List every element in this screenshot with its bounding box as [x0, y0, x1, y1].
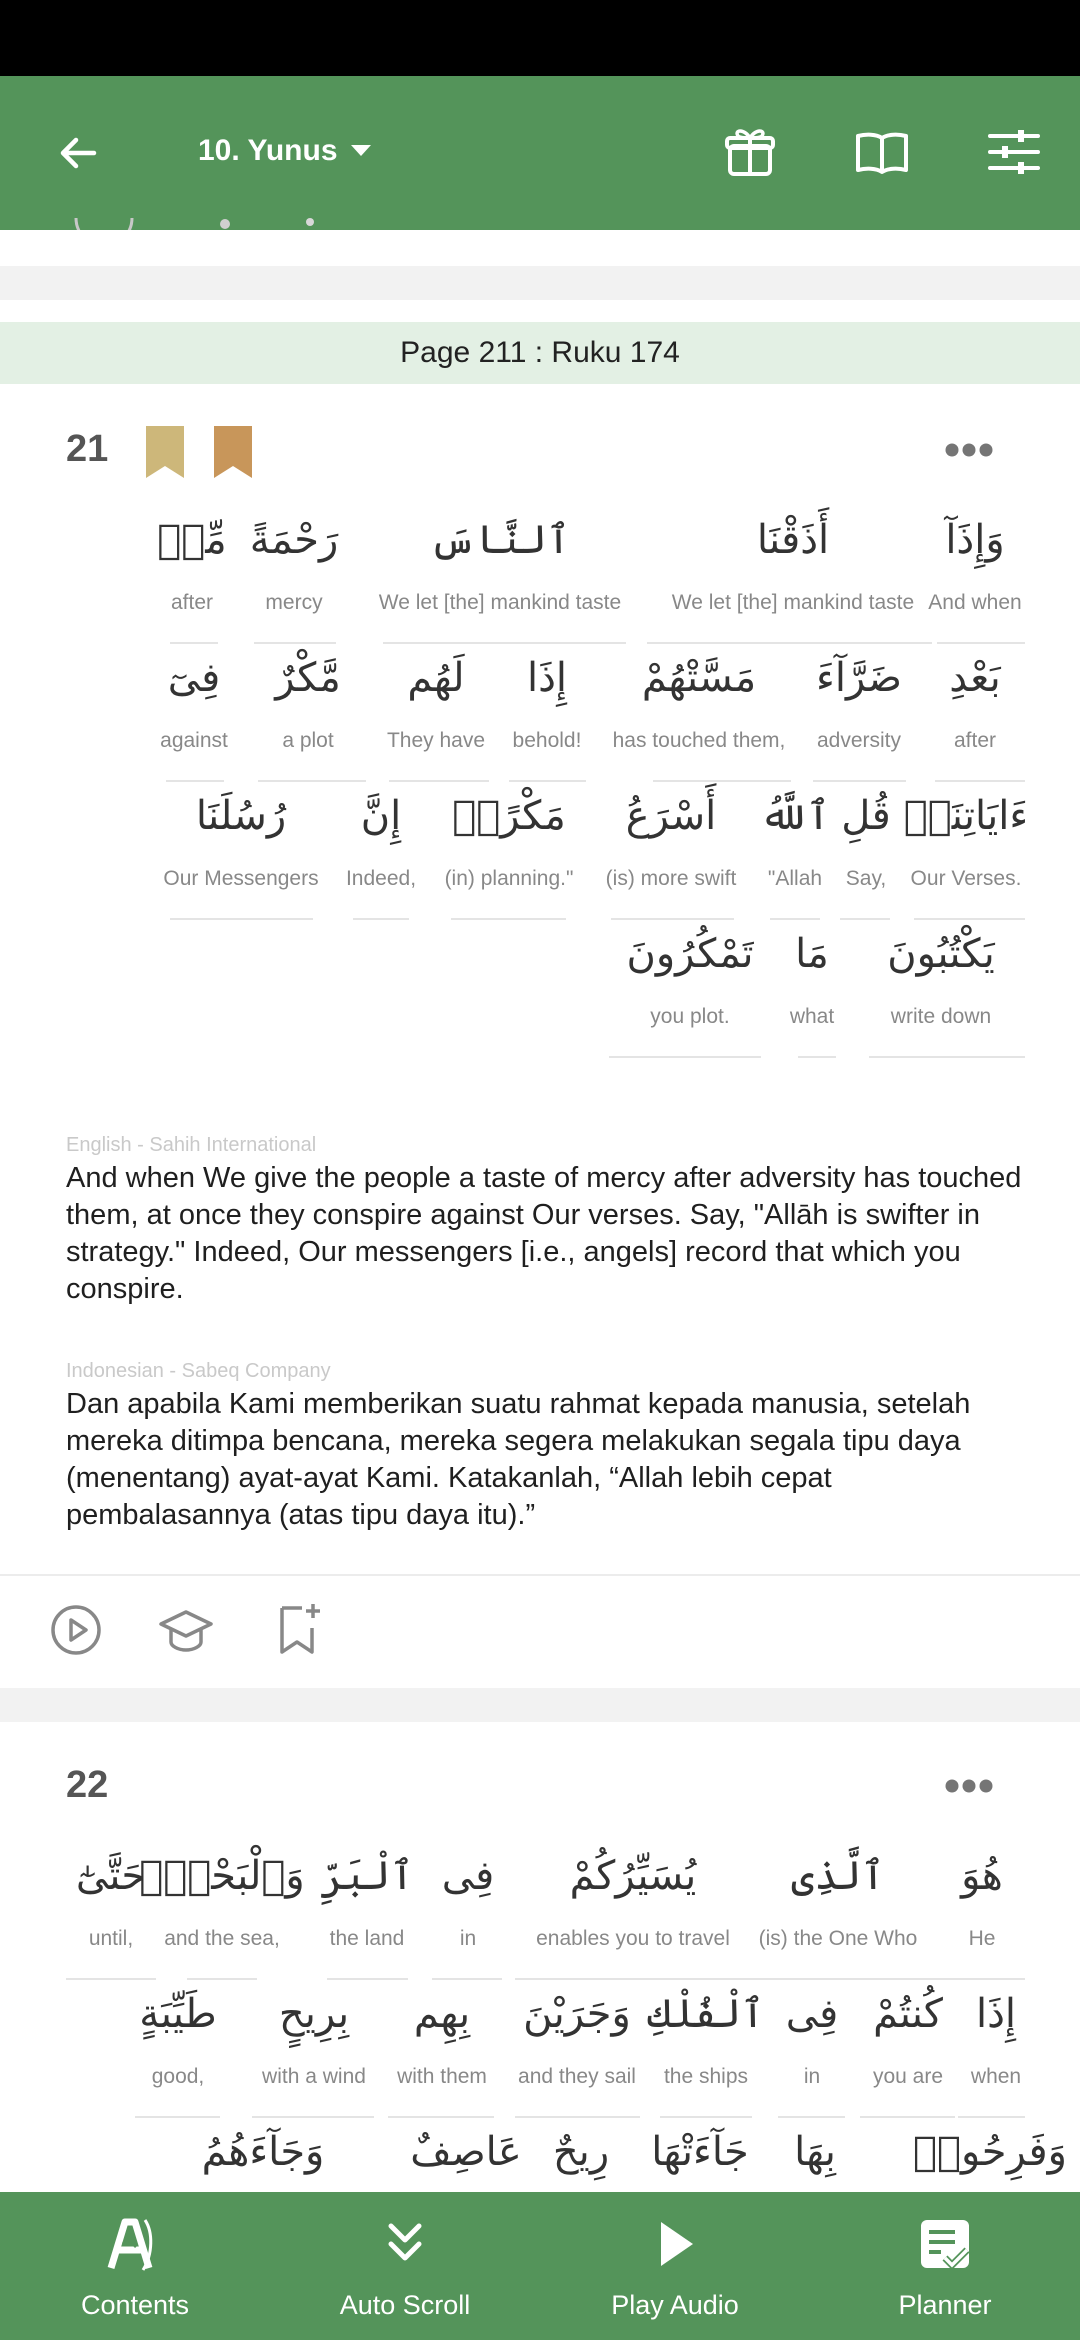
nav-planner[interactable] — [810, 2192, 1080, 2340]
word-underline — [66, 1978, 156, 1980]
word-translation: We let [the] mankind taste — [671, 591, 915, 614]
word-item[interactable] — [606, 786, 737, 892]
arabic-word: يَكْتُبُونَ — [887, 931, 995, 977]
book-icon[interactable] — [852, 122, 912, 182]
arabic-word: إِنَّ — [360, 793, 402, 839]
more-options-icon[interactable] — [944, 442, 994, 458]
arabic-word: وَإِذَآ — [945, 517, 1005, 563]
word-underline — [383, 642, 626, 644]
word-translation: you are — [872, 2065, 944, 2088]
arabic-word: ٱلْفُلْكِ — [647, 1991, 765, 2037]
word-item[interactable] — [786, 1984, 838, 2090]
word-translation: behold! — [512, 729, 582, 752]
word-item[interactable] — [139, 1846, 304, 1952]
word-translation: and the sea, — [164, 1927, 280, 1950]
word-underline — [611, 918, 734, 920]
arabic-word: وَجَآءَهُمُ — [201, 2129, 325, 2175]
word-translation: Say, — [845, 867, 887, 890]
word-translation: (is) the One Who — [758, 1927, 918, 1950]
arabic-word: كُنتُمْ — [873, 1991, 943, 2037]
word-underline — [935, 780, 1025, 782]
arabic-word: طَيِّبَةٍ — [139, 1991, 217, 2037]
add-bookmark-icon[interactable] — [270, 1602, 326, 1658]
arabic-word: إِذَا — [526, 655, 568, 701]
word-underline — [327, 1978, 408, 1980]
arabic-word: وَٱلْبَحْرِۖ — [139, 1853, 305, 1899]
word-item[interactable] — [202, 2122, 325, 2182]
nav-auto-scroll[interactable] — [270, 2192, 540, 2340]
word-item[interactable] — [518, 1984, 636, 2090]
word-translation: They have — [386, 729, 486, 752]
arabic-word: أَسْرَعُ — [625, 793, 717, 839]
word-item[interactable] — [841, 786, 890, 892]
word-translation: with a wind — [262, 2065, 366, 2088]
arabic-word: فِىٓ — [167, 655, 221, 701]
arabic-word: يُسَيِّرُكُمْ — [569, 1853, 697, 1899]
word-translation: the ships — [663, 2065, 749, 2088]
word-item[interactable] — [651, 2122, 748, 2182]
word-item[interactable] — [536, 1846, 730, 1952]
surah-selector[interactable] — [198, 134, 372, 168]
word-translation: what — [789, 1005, 835, 1028]
word-translation: the land — [329, 1927, 405, 1950]
word-translation: (is) more swift — [605, 867, 737, 890]
word-underline — [647, 642, 932, 644]
word-underline — [860, 2116, 955, 2118]
translation-english: And when We give the people a taste of mercy after adversity has touched them, at once they conspire against Our verses. Say, "Allāh is swifter in strategy." Indeed, Our messengers [i.e., angels] record that which you conspire. — [66, 1162, 1022, 1305]
contents-icon — [105, 2214, 165, 2274]
word-underline — [509, 780, 586, 782]
word-item[interactable] — [626, 924, 753, 1030]
word-translation: write down — [890, 1005, 992, 1028]
word-item[interactable] — [397, 1984, 487, 2090]
verse-number: 21 — [66, 428, 109, 470]
bookmark-icon[interactable] — [214, 426, 252, 478]
arabic-word: بِرِيحٍ — [278, 1991, 350, 2037]
arabic-word: بِهِم — [413, 1991, 471, 2037]
word-item[interactable] — [672, 510, 914, 616]
verse-number: 22 — [66, 1764, 109, 1806]
word-underline — [187, 1978, 257, 1980]
word-translation: in — [803, 2065, 821, 2088]
arabic-word: ٱلنَّاسَ — [429, 517, 571, 563]
word-underline — [660, 2116, 752, 2118]
word-underline — [388, 2116, 494, 2118]
arabic-word: لَهُم — [407, 655, 465, 701]
word-item[interactable] — [928, 510, 1021, 616]
section-divider — [0, 1688, 1080, 1722]
arabic-word: عَاصِفٌ — [410, 2129, 522, 2175]
settings-sliders-icon[interactable] — [984, 122, 1044, 182]
word-translation: with them — [397, 2065, 487, 2088]
word-underline — [653, 780, 791, 782]
word-item[interactable] — [320, 1846, 414, 1952]
page-ruku-banner: Page 211 : Ruku 174 — [0, 322, 1080, 384]
divider — [0, 1574, 1080, 1576]
word-underline — [840, 918, 890, 920]
play-icon — [645, 2214, 705, 2274]
word-underline — [914, 918, 1025, 920]
learn-mode-icon[interactable] — [158, 1602, 214, 1658]
word-underline — [166, 780, 224, 782]
word-underline — [609, 1056, 761, 1058]
bookmark-icon[interactable] — [146, 426, 184, 478]
nav-label: Planner — [898, 2290, 992, 2320]
arabic-word: هُوَ — [961, 1853, 1003, 1899]
word-translation: after — [170, 591, 214, 614]
word-underline — [432, 1978, 502, 1980]
word-item[interactable] — [346, 786, 416, 892]
word-underline — [958, 2116, 1025, 2118]
arabic-word: بَعْدِ — [949, 655, 1001, 701]
more-options-icon[interactable] — [944, 1778, 994, 1794]
nav-contents[interactable] — [0, 2192, 270, 2340]
word-item[interactable] — [442, 1846, 494, 1952]
word-item[interactable] — [379, 510, 621, 616]
word-item[interactable] — [759, 1846, 918, 1952]
word-item[interactable] — [873, 1984, 943, 2090]
word-item[interactable] — [160, 648, 228, 754]
arabic-word: مَسَّتْهُمْ — [641, 655, 757, 701]
arabic-word: ٱللَّهُ — [759, 793, 831, 839]
arabic-word: قُلِ — [841, 793, 891, 839]
surah-title: 10. Yunus — [198, 134, 338, 167]
word-translation: after — [953, 729, 997, 752]
translation-source-label: Indonesian - Sabeq Company — [66, 1360, 331, 1382]
arabic-word: وَجَرَيْنَ — [523, 1991, 631, 2037]
word-item[interactable] — [647, 1984, 764, 2090]
word-underline — [170, 642, 218, 644]
nav-play-audio[interactable] — [540, 2192, 810, 2340]
word-underline — [515, 1978, 750, 1980]
word-underline — [813, 780, 906, 782]
arabic-word: مَا — [795, 931, 829, 977]
word-underline — [451, 918, 566, 920]
arabic-word: وَفَرِحُوا۟ — [913, 2129, 1067, 2175]
word-underline — [937, 642, 1025, 644]
word-underline — [778, 2116, 845, 2118]
arabic-word: مَّكْرٌ — [275, 655, 341, 701]
arabic-word: ٱلَّذِى — [791, 1853, 885, 1899]
arabic-word: رَحْمَةً — [249, 517, 339, 563]
nav-label: Play Audio — [611, 2290, 739, 2320]
arabic-word: مِّنۢ — [157, 517, 227, 563]
word-item[interactable] — [157, 510, 226, 616]
word-item[interactable] — [904, 786, 1028, 892]
arabic-word: ءَايَاتِنَاۚ — [903, 793, 1029, 839]
gift-icon[interactable] — [720, 122, 780, 182]
word-underline — [389, 780, 489, 782]
word-item[interactable] — [163, 786, 318, 892]
word-item[interactable] — [139, 1984, 216, 2090]
section-divider — [0, 266, 1080, 300]
nav-label: Auto Scroll — [339, 2290, 471, 2320]
arabic-word: حَتَّىٰٓ — [75, 1853, 147, 1899]
word-item[interactable] — [760, 786, 830, 892]
status-bar — [0, 0, 1080, 76]
word-translation: And when — [928, 591, 1022, 614]
word-underline — [258, 780, 366, 782]
back-arrow-icon[interactable] — [52, 126, 106, 180]
word-item[interactable] — [949, 648, 1000, 754]
planner-icon — [915, 2214, 975, 2274]
word-translation: mercy — [265, 591, 323, 614]
word-translation: has touched them, — [612, 729, 786, 752]
arabic-word: بِهَا — [794, 2129, 836, 2175]
word-translation: Our Messengers — [163, 867, 319, 890]
word-item[interactable] — [76, 1846, 146, 1952]
word-item[interactable] — [387, 648, 485, 754]
word-item[interactable] — [794, 2122, 836, 2182]
word-translation: enables you to travel — [536, 1927, 730, 1950]
arabic-word: رِيحٌ — [552, 2129, 610, 2175]
word-translation: against — [160, 729, 228, 752]
word-translation: "Allah — [767, 867, 823, 890]
word-item[interactable] — [913, 2122, 1067, 2182]
arabic-word: مَكْرًاۚ — [452, 793, 566, 839]
word-underline — [869, 1056, 1025, 1058]
word-item[interactable] — [790, 924, 834, 1030]
word-translation: We let [the] mankind taste — [378, 591, 622, 614]
play-verse-icon[interactable] — [48, 1602, 104, 1658]
word-item[interactable] — [971, 1984, 1021, 2090]
word-underline — [135, 2116, 220, 2118]
word-item[interactable] — [250, 510, 339, 616]
arabic-word: رُسُلَنَا — [195, 793, 287, 839]
word-underline — [798, 1056, 836, 1058]
partial-actions-row — [40, 218, 440, 230]
arabic-word: ضَرَّآءَ — [816, 655, 902, 701]
app-bar — [0, 76, 1080, 230]
word-item[interactable] — [513, 648, 582, 754]
word-item[interactable] — [613, 648, 786, 754]
word-translation: a plot — [282, 729, 334, 752]
word-item[interactable] — [275, 648, 341, 754]
word-underline — [353, 918, 409, 920]
word-translation: (in) planning." — [444, 867, 574, 890]
translation-source-label: English - Sahih International — [66, 1134, 317, 1156]
word-translation: you plot. — [650, 1005, 730, 1028]
word-translation: until, — [88, 1927, 134, 1950]
chevron-down-icon — [350, 144, 372, 158]
translation-indonesian: Dan apabila Kami memberikan suatu rahmat kepada manusia, setelah mereka ditimpa bencana, mereka segera melakukan segala tipu daya (menentang) ayat-ayat Kami. Katakanlah, “Allah lebih cepat pembalasannya (atas tipu daya itu).” — [66, 1388, 971, 1531]
arabic-word: جَآءَتْهَا — [651, 2129, 749, 2175]
arabic-word: تَمْكُرُونَ — [626, 931, 754, 977]
arabic-word: فِى — [785, 1991, 839, 2037]
word-translation: Our Verses. — [910, 867, 1022, 890]
word-underline — [170, 918, 313, 920]
arabic-word: إِذَا — [975, 1991, 1017, 2037]
word-underline — [770, 918, 820, 920]
word-underline — [252, 2116, 374, 2118]
word-translation: Indeed, — [345, 867, 417, 890]
word-translation: good, — [151, 2065, 205, 2088]
word-translation: in — [459, 1927, 477, 1950]
arabic-word: ٱلْبَرِّ — [320, 1853, 414, 1899]
word-item[interactable] — [887, 924, 994, 1030]
word-item[interactable] — [445, 786, 574, 892]
word-item[interactable] — [553, 2122, 609, 2182]
word-translation: adversity — [816, 729, 902, 752]
word-underline — [515, 2116, 640, 2118]
word-item[interactable] — [410, 2122, 521, 2182]
word-underline — [254, 642, 336, 644]
word-translation: and they sail — [518, 2065, 636, 2088]
word-item[interactable] — [961, 1846, 1003, 1952]
word-translation: when — [970, 2065, 1022, 2088]
arabic-word: فِى — [441, 1853, 495, 1899]
word-translation: He — [968, 1927, 996, 1950]
auto-scroll-icon — [375, 2214, 435, 2274]
bottom-navigation — [0, 2192, 1080, 2340]
word-item[interactable] — [262, 1984, 366, 2090]
word-underline — [715, 1978, 960, 1980]
arabic-word: أَذَقْنَا — [756, 517, 830, 563]
nav-label: Contents — [80, 2290, 190, 2320]
word-item[interactable] — [816, 648, 902, 754]
